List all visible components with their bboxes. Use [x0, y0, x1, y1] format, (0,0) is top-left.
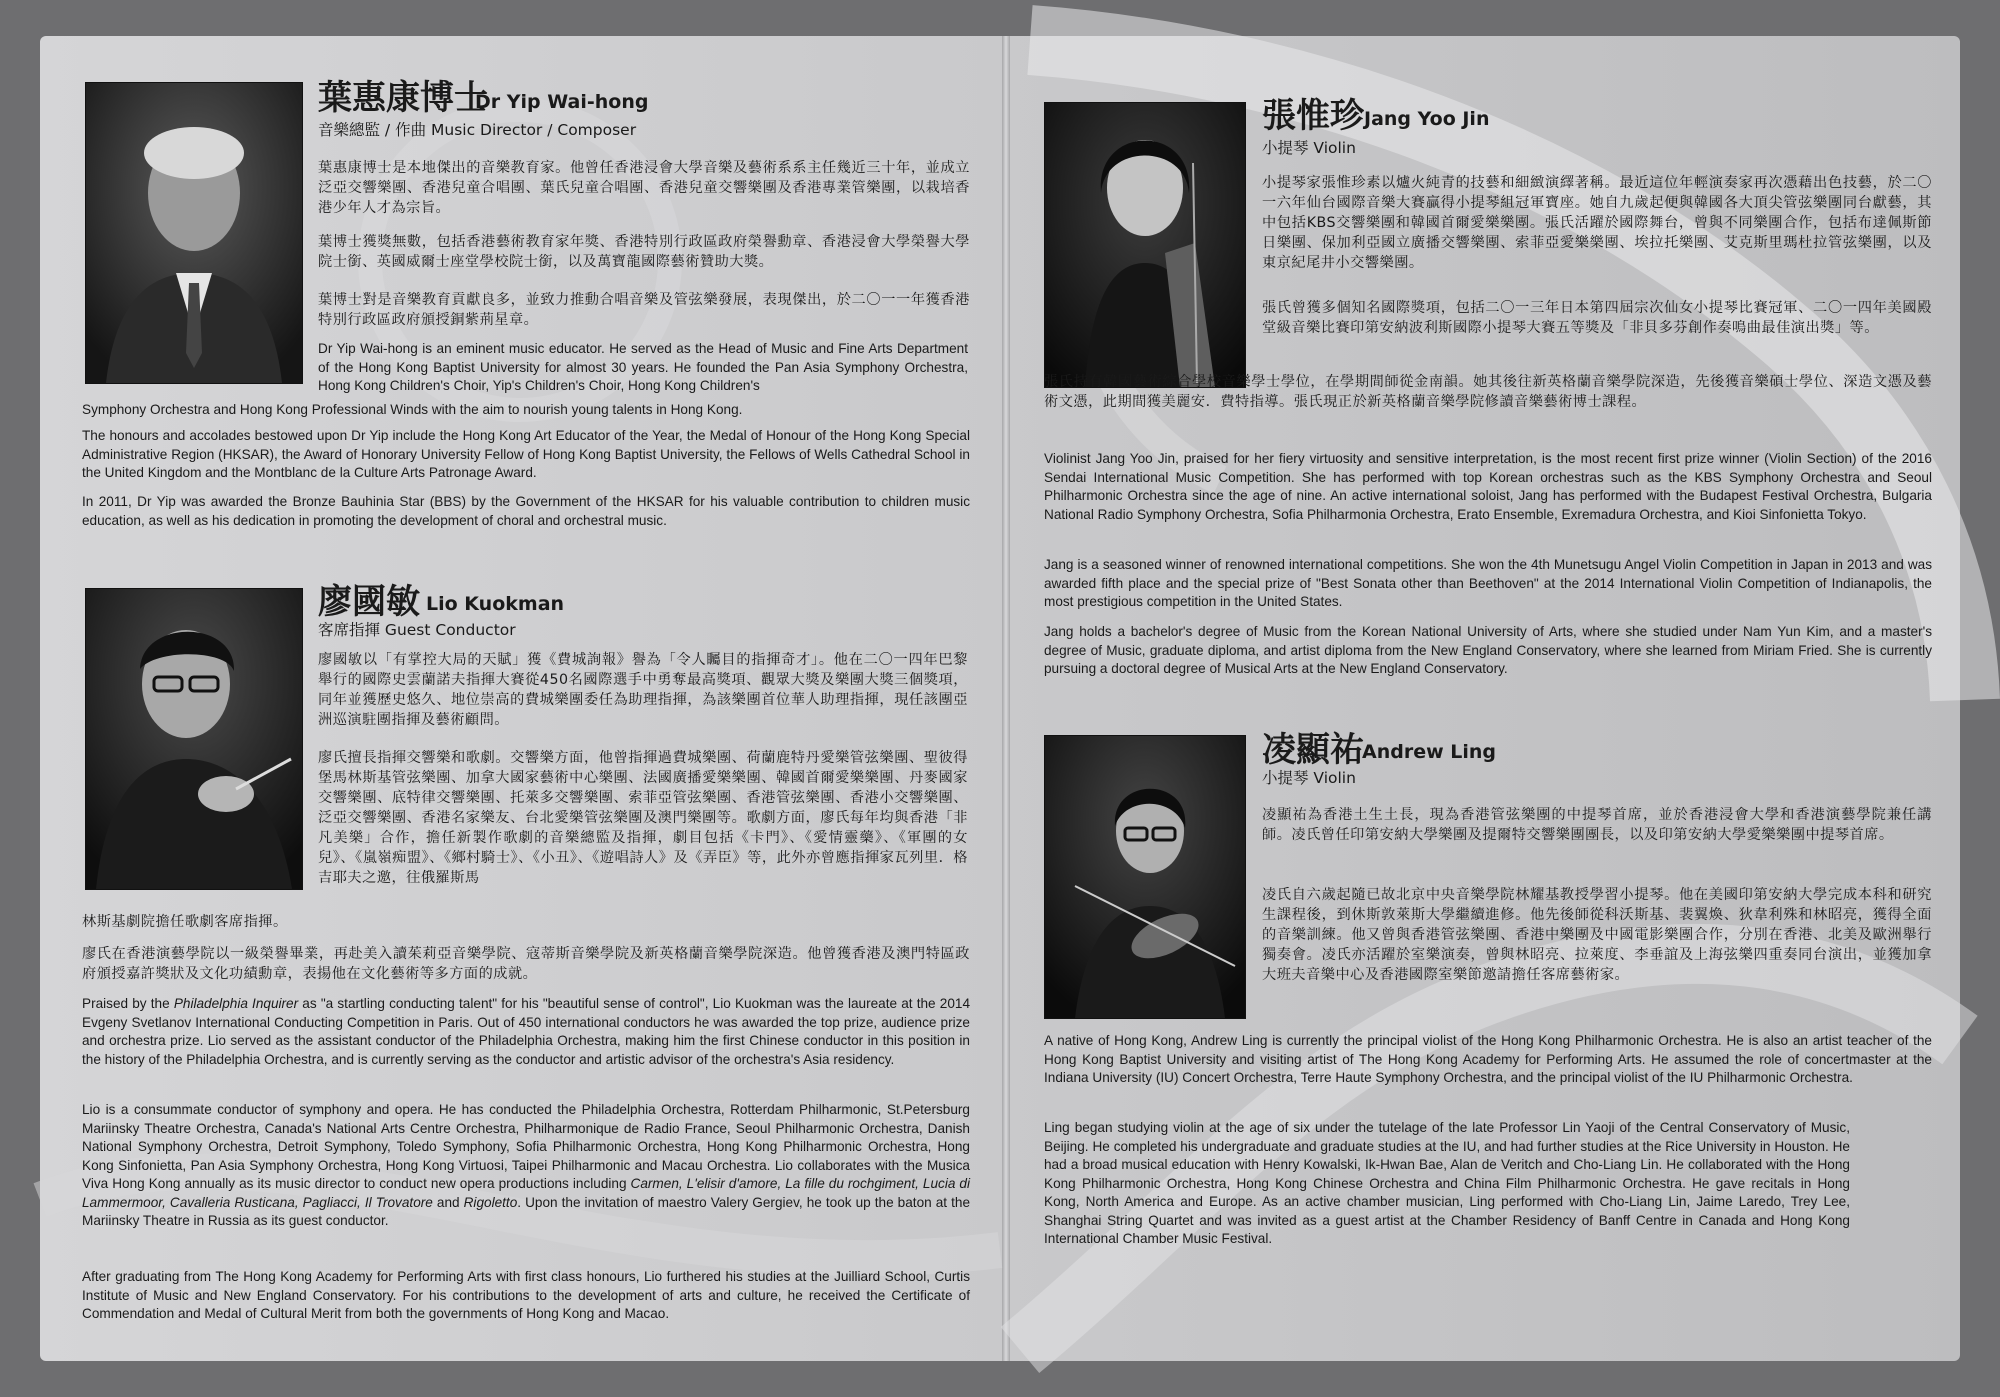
ling-bio-en-2: Ling began studying violin at the age of six under the tutelage of the late Professor Lin Yaoji of the Central Conservatory of Music, Beijing. He completed his undergraduate and graduate studies at the IU, and had further studies at the Rice University in Houston. He had a broad musical education with Henry Kowalski, Ik-Hwan Bae, Alan de Veritch and Cho-Liang Lin. He collaborated with the Hong Kong Philharmonic Orchestra, Hong Kong Chinese Orchestra and China Film Philharmonic Orchestra. He gave recitals in Hong Kong, North America and Europe. As an active chamber musician, Ling performed with Cho-Liang Lin, Jaime Laredo, Trey Lee, Shanghai String Quartet and was invited as a guest artist at the Chamber Residency of Banff Centre in Canada and Hong Kong International Chamber Music Festival.: [1044, 1120, 1850, 1246]
yip-bio-en-2: The honours and accolades bestowed upon Dr Yip include the Hong Kong Art Educator of the Year, the Medal of Honour of the Hong Kong Special Administrative Region (HKSAR), the Award of Honorary University Fellow of Hong Kong Baptist University, the Fellows of Wells Cathedral School in the United Kingdom and the Montblanc de la Culture Arts Patronage Award.: [82, 428, 970, 480]
ling-bio-en-1: A native of Hong Kong, Andrew Ling is currently the principal violist of the Hong Kong Philharmonic Orchestra. He is also an artist teacher of the Hong Kong Baptist University and visiting artist of The Hong Kong Academy for Performing Arts. He assumed the role of concertmaster at the Indiana University (IU) Concert Orchestra, Terre Haute Symphony Orchestra, and the principal violist of the IU Philharmonic Orchestra.: [1044, 1033, 1932, 1085]
jang-bio-en-1: Violinist Jang Yoo Jin, praised for her fiery virtuosity and sensitive interpretation, is the most recent first prize winner (Violin Section) of the 2016 Sendai International Music Competition. She has performed with top Korean orchestras such as the KBS Symphony Orchestra and Seoul Philharmonic Orchestra since the age of nine. An active international soloist, Jang has performed with the Budapest Festival Orchestra, Bulgaria National Radio Symphony Orchestra, Sofia Philharmonia Orchestra, Erato Ensemble, Exremadura Orchestra, and Kioi Sinfonietta Tokyo.: [1044, 451, 1932, 522]
lio-portrait-photo: [85, 588, 303, 890]
page-fold: [1002, 36, 1010, 1361]
yip-bio-en-1-cont: Symphony Orchestra and Hong Kong Professional Winds with the aim to nourish young talents in Hong Kong.: [82, 402, 743, 417]
yip-name-chinese: 葉惠康博士: [318, 78, 488, 118]
ling-bio-cn-1: 凌顯祐為香港土生土長，現為香港管弦樂團的中提琴首席，並於香港浸會大學和香港演藝學院兼任講師。凌氏曾任印第安納大學樂團及提爾特交響樂團團長，以及印第安納大學愛樂樂團中提琴首席。: [1262, 807, 1932, 843]
yip-name-english: Dr Yip Wai-hong: [475, 91, 649, 113]
ling-portrait-photo: [1044, 735, 1246, 1019]
yip-role: 音樂總監 / 作曲 Music Director / Composer: [318, 121, 637, 139]
lio-bio-cn-3: 廖氏在香港演藝學院以一級榮譽畢業，再赴美入讀茱莉亞音樂學院、寇蒂斯音樂學院及新英格蘭音樂學院深造。他曾獲香港及澳門特區政府頒授嘉許獎狀及文化功績勳章，表揚他在文化藝術等多方面的成就。: [82, 946, 970, 982]
lio-bio-en-1: Praised by the Philadelphia Inquirer as "a startling conducting talent" for his "beautiful sense of control", Lio Kuokman was the laureate at the 2014 Evgeny Svetlanov International Conducting Competition in Paris. Out of 450 international conductors he was awarded the top prize, audience prize and orchestra prize. Lio served as the assistant conductor of the Philadelphia Orchestra, making him the first Chinese conductor in this position in the history of the Philadelphia Orchestra, and is currently serving as the conductor and artistic advisor of the orchestra's Asia residency.: [82, 996, 971, 1067]
jang-bio-en-3: Jang holds a bachelor's degree of Music from the Korean National University of Arts, where she studied under Nam Yun Kim, and a master's degree of Music, graduate diploma, and artist diploma from the New England Conservatory, where she learned from Miriam Fried. She is currently pursuing a doctoral degree of Musical Arts at the New England Conservatory.: [1044, 624, 1932, 676]
lio-bio-cn-2: 廖氏擅長指揮交響樂和歌劇。交響樂方面，他曾指揮過費城樂團、荷蘭鹿特丹愛樂管弦樂團、聖彼得堡馬林斯基管弦樂團、加拿大國家藝術中心樂團、法國廣播愛樂樂團、韓國首爾愛樂樂團、丹麥國家交響樂團、底特律交響樂團、托萊多交響樂團、索菲亞管弦樂團、香港管弦樂團、香港小交響樂團、泛亞交響樂團、香港名家樂友、台北愛樂管弦樂團及澳門樂團等。歌劇方面，廖氏每年均與香港「非凡美樂」合作，擔任新製作歌劇的音樂總監及指揮，劇目包括《卡門》、《愛情靈藥》、《軍團的女兒》、《嵐嶺痴盟》、《鄉村騎士》、《小丑》、《遊唱詩人》及《弄臣》等，此外亦曾應指揮家瓦列里．格吉耶夫之邀，往俄羅斯馬: [318, 750, 968, 886]
yip-bio-en-3: In 2011, Dr Yip was awarded the Bronze Bauhinia Star (BBS) by the Government of the HKSAR for his valuable contribution to children music education, as well as his dedication in promoting the development of choral and orchestral music.: [82, 494, 970, 528]
jang-role: 小提琴 Violin: [1262, 139, 1356, 157]
lio-bio-cn-1: 廖國敏以「有掌控大局的天賦」獲《費城詢報》譽為「令人矚目的指揮奇才」。他在二〇一四年巴黎舉行的國際史雲蘭諾夫指揮大賽從450名國際選手中勇奪最高獎項、觀眾大獎及樂團大獎三個獎項，同年並獲歷史悠久、地位崇高的費城樂團委任為助理指揮，為該樂團首位華人助理指揮，現任該團亞洲巡演駐團指揮及藝術顧問。: [318, 652, 968, 728]
lio-bio-en-2: Lio is a consummate conductor of symphony and opera. He has conducted the Philadelphia Orchestra, Rotterdam Philharmonic, St.Petersburg Mariinsky Theatre Orchestra, Canada's National Arts Centre Orchestra, Philharmonique de Radio France, Seoul Philharmonic Orchestra, Danish National Symphony Orchestra, Detroit Symphony, Toledo Symphony, Sofia Philharmonic Orchestra, Hong Kong Philharmonic Orchestra, Hong Kong Sinfonietta, Pan Asia Symphony Orchestra, Hong Kong Virtuosi, Taipei Philharmonic and Macau Orchestra. Lio collaborates with the Musica Viva Hong Kong annually as its music director to conduct new opera productions including Carmen, L'elisir d'amore, La fille du rochgiment, Lucia di Lammermoor, Cavalleria Rusticana, Pagliacci, Il Trovatore and Rigoletto. Upon the invitation of maestro Valery Gergiev, he took up the baton at the Mariinsky Theatre in Russia as its guest conductor.: [82, 1102, 971, 1228]
lio-name-chinese: 廖國敏: [318, 582, 420, 622]
ling-name-english: Andrew Ling: [1362, 741, 1497, 763]
jang-name-chinese: 張惟珍: [1262, 96, 1364, 136]
jang-portrait-photo: [1044, 102, 1246, 388]
lio-name-english: Lio Kuokman: [426, 593, 565, 615]
yip-bio-cn-3: 葉博士對是音樂教育貢獻良多，並致力推動合唱音樂及管弦樂發展，表現傑出，於二〇一一年獲香港特別行政區政府頒授銅紫荊星章。: [318, 292, 970, 328]
ling-bio-cn-2: 凌氏自六歲起隨已故北京中央音樂學院林耀基教授學習小提琴。他在美國印第安納大學完成本科和研究生課程後，到休斯敦萊斯大學繼續進修。他先後師從科沃斯基、裴翼煥、狄韋利殊和林昭亮，獲得全面的音樂訓練。他又曾與香港管弦樂團、香港中樂團及中國電影樂團合作，分別在香港、北美及歐洲舉行獨奏會。凌氏亦活躍於室樂演奏，曾與林昭亮、拉萊度、李垂誼及上海弦樂四重奏同台演出，並獲加拿大班夫音樂中心及香港國際室樂節邀請擔任客席藝術家。: [1262, 887, 1932, 983]
yip-portrait-photo: [85, 82, 303, 384]
jang-bio-cn-1: 小提琴家張惟珍素以爐火純青的技藝和細緻演繹著稱。最近這位年輕演奏家再次憑藉出色技藝，於二〇一六年仙台國際音樂大賽贏得小提琴組冠軍寶座。她自九歲起便與韓國各大頂尖管弦樂團同台獻藝，其中包括KBS交響樂團和韓國首爾愛樂樂團。張氏活躍於國際舞台，曾與不同樂團合作，包括布達佩斯節日樂團、保加利亞國立廣播交響樂團、索菲亞愛樂樂團、埃拉托樂團、艾克斯里瑪杜拉管弦樂團，以及東京紀尾井小交響樂團。: [1262, 175, 1932, 271]
lio-role: 客席指揮 Guest Conductor: [318, 621, 516, 639]
jang-bio-cn-2: 張氏曾獲多個知名國際獎項，包括二〇一三年日本第四屆宗次仙女小提琴比賽冠軍、二〇一四年美國殿堂級音樂比賽印第安納波利斯國際小提琴大賽五等獎及「非貝多芬創作奏鳴曲最佳演出獎」等。: [1262, 300, 1932, 336]
yip-bio-en-1: Dr Yip Wai-hong is an eminent music educator. He served as the Head of Music and Fine Arts Department of the Hong Kong Baptist University for almost 30 years. He founded the Pan Asia Symphony Orchestra, Hong Kong Children's Choir, Yip's Children's Choir, Hong Kong Children's: [318, 341, 968, 393]
yip-bio-cn-1: 葉惠康博士是本地傑出的音樂教育家。他曾任香港浸會大學音樂及藝術系系主任幾近三十年，並成立泛亞交響樂團、香港兒童合唱團、葉氏兒童合唱團、香港兒童交響樂團及香港專業管樂團，以栽培香港少年人才為宗旨。: [318, 160, 970, 216]
yip-bio-cn-2: 葉博士獲獎無數，包括香港藝術教育家年獎、香港特別行政區政府榮譽勳章、香港浸會大學榮譽大學院士銜、英國威爾士座堂學校院士銜，以及萬寶龍國際藝術贊助大獎。: [318, 234, 970, 270]
ling-role: 小提琴 Violin: [1262, 769, 1356, 787]
jang-bio-cn-3: 張氏持有韓國藝術綜合學校音樂學士學位，在學期間師從金南韻。她其後往新英格蘭音樂學院深造，先後獲音樂碩士學位、深造文憑及藝術文憑，此期間獲美麗安．費特指導。張氏現正於新英格蘭音樂學院修讀音樂藝術博士課程。: [1044, 374, 1932, 410]
lio-bio-cn-2-cont: 林斯基劇院擔任歌劇客席指揮。: [82, 914, 288, 930]
lio-bio-en-3: After graduating from The Hong Kong Academy for Performing Arts with first class honours, Lio furthered his studies at the Juilliard School, Curtis Institute of Music and New England Conservatory. For his contributions to the development of arts and culture, he received the Certificate of Commendation and Medal of Cultural Merit from both the governments of Hong Kong and Macao.: [82, 1269, 970, 1321]
jang-name-english: Jang Yoo Jin: [1364, 108, 1490, 130]
ling-name-chinese: 凌顯祐: [1262, 730, 1364, 770]
jang-bio-en-2: Jang is a seasoned winner of renowned international competitions. She won the 4th Munetsugu Angel Violin Competition in Japan in 2013 and was awarded fifth place and the special prize of "Best Sonata other than Beethoven" at the 2014 International Violin Competition of Indianapolis, the most prestigious competition in the United States.: [1044, 557, 1932, 609]
